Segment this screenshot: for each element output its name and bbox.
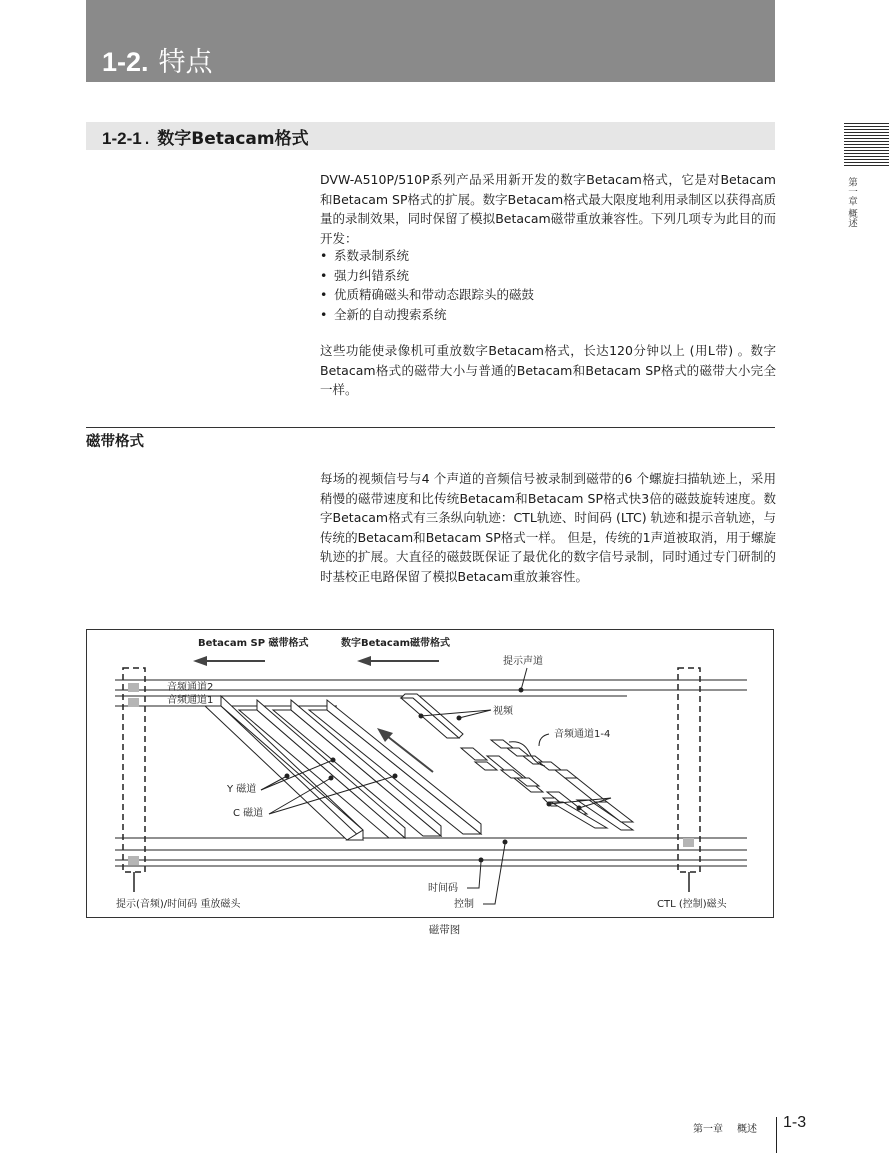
cue-timecode-head xyxy=(123,668,145,892)
betacam-sp-label: Betacam SP 磁带格式 xyxy=(198,638,309,649)
tape-direction-arrow-left xyxy=(193,656,265,666)
y-track-label: Y 磁道 xyxy=(227,784,257,795)
chapter-number: 1-2. xyxy=(102,47,149,77)
ctl-head-label: CTL (控制)磁头 xyxy=(657,899,727,910)
feature-list xyxy=(320,246,534,324)
audio-ch1-label: 音频通道1 xyxy=(167,695,214,706)
list-item: • 全新的自动搜索系统 xyxy=(320,306,447,322)
tape-format-paragraph: 每场的视频信号与4 个声道的音频信号被录制到磁带的6 个螺旋扫描轨迹上，采用稍慢的磁带速度和比传统Betacam和Betacam SP格式快3倍的磁鼓旋转速度。数字Betacam格式有三条纵向轨迹：CTL轨迹、时间码 (LTC) 轨迹和提示音轨迹，与传统的Betacam和Betacam SP格式一样。 但是，传统的1声道被取消，用于螺旋轨迹的扩展。大直径的磁鼓既保证了最优化的数字信号录制，同时通过专门研制的时基校正电路保留了模拟Betacam重放兼容性。 xyxy=(320,471,776,584)
c-track-label: C 磁道 xyxy=(233,808,264,819)
subheading-rule xyxy=(86,427,775,428)
intro-paragraph-2: 这些功能使录像机可重放数字Betacam格式，长达120分钟以上 (用L带) 。数字Betacam格式的磁带大小与普通的Betacam和Betacam SP格式的磁带大小完全一样。 xyxy=(320,343,776,397)
video-label: 视频 xyxy=(493,706,513,717)
side-tab-marker xyxy=(844,123,889,167)
footer-chapter: 第一章 概述 xyxy=(693,1124,757,1135)
footer-divider xyxy=(776,1117,777,1153)
ctl-head xyxy=(678,668,700,892)
tape-format-heading: 磁带格式 xyxy=(86,434,144,450)
list-item: • 强力纠错系统 xyxy=(320,267,410,283)
page-number: 1-3 xyxy=(783,1114,807,1131)
section-title: 1-2-1 . 数字Betacam格式 xyxy=(102,129,309,149)
tape-direction-arrow-left xyxy=(357,656,439,666)
chapter-name: 特点 xyxy=(158,47,213,78)
control-label: 控制 xyxy=(454,899,474,910)
figure-caption: 磁带图 xyxy=(428,924,461,936)
digital-betacam-label: 数字Betacam磁带格式 xyxy=(341,638,451,649)
audio-ch14-label: 音频通道1-4 xyxy=(554,729,611,740)
timecode-label: 时间码 xyxy=(428,883,458,894)
section-number: 1-2-1 xyxy=(102,129,142,148)
cue-track-label: 提示声道 xyxy=(503,656,543,667)
side-tab-label: 第一章 概述 xyxy=(846,177,857,228)
list-item: • 系数录制系统 xyxy=(320,248,410,263)
audio-ch2-label: 音频通道2 xyxy=(167,682,214,693)
list-item: • 优质精确磁头和带动态跟踪头的磁鼓 xyxy=(320,287,535,302)
chapter-title xyxy=(102,40,213,79)
intro-paragraph: DVW-A510P/510P系列产品采用新开发的数字Betacam格式，它是对Betacam和Betacam SP格式的扩展。数字Betacam格式最大限度地利用录制区以获得高质量的录制效果，同时保留了模拟Betacam磁带重放兼容性。下列几项专为此目的而开发： xyxy=(320,172,776,246)
tape-diagram xyxy=(86,629,774,918)
cue-tc-head-label: 提示(音频)/时间码 重放磁头 xyxy=(116,899,241,910)
section-name: 数字Betacam格式 xyxy=(157,129,309,149)
